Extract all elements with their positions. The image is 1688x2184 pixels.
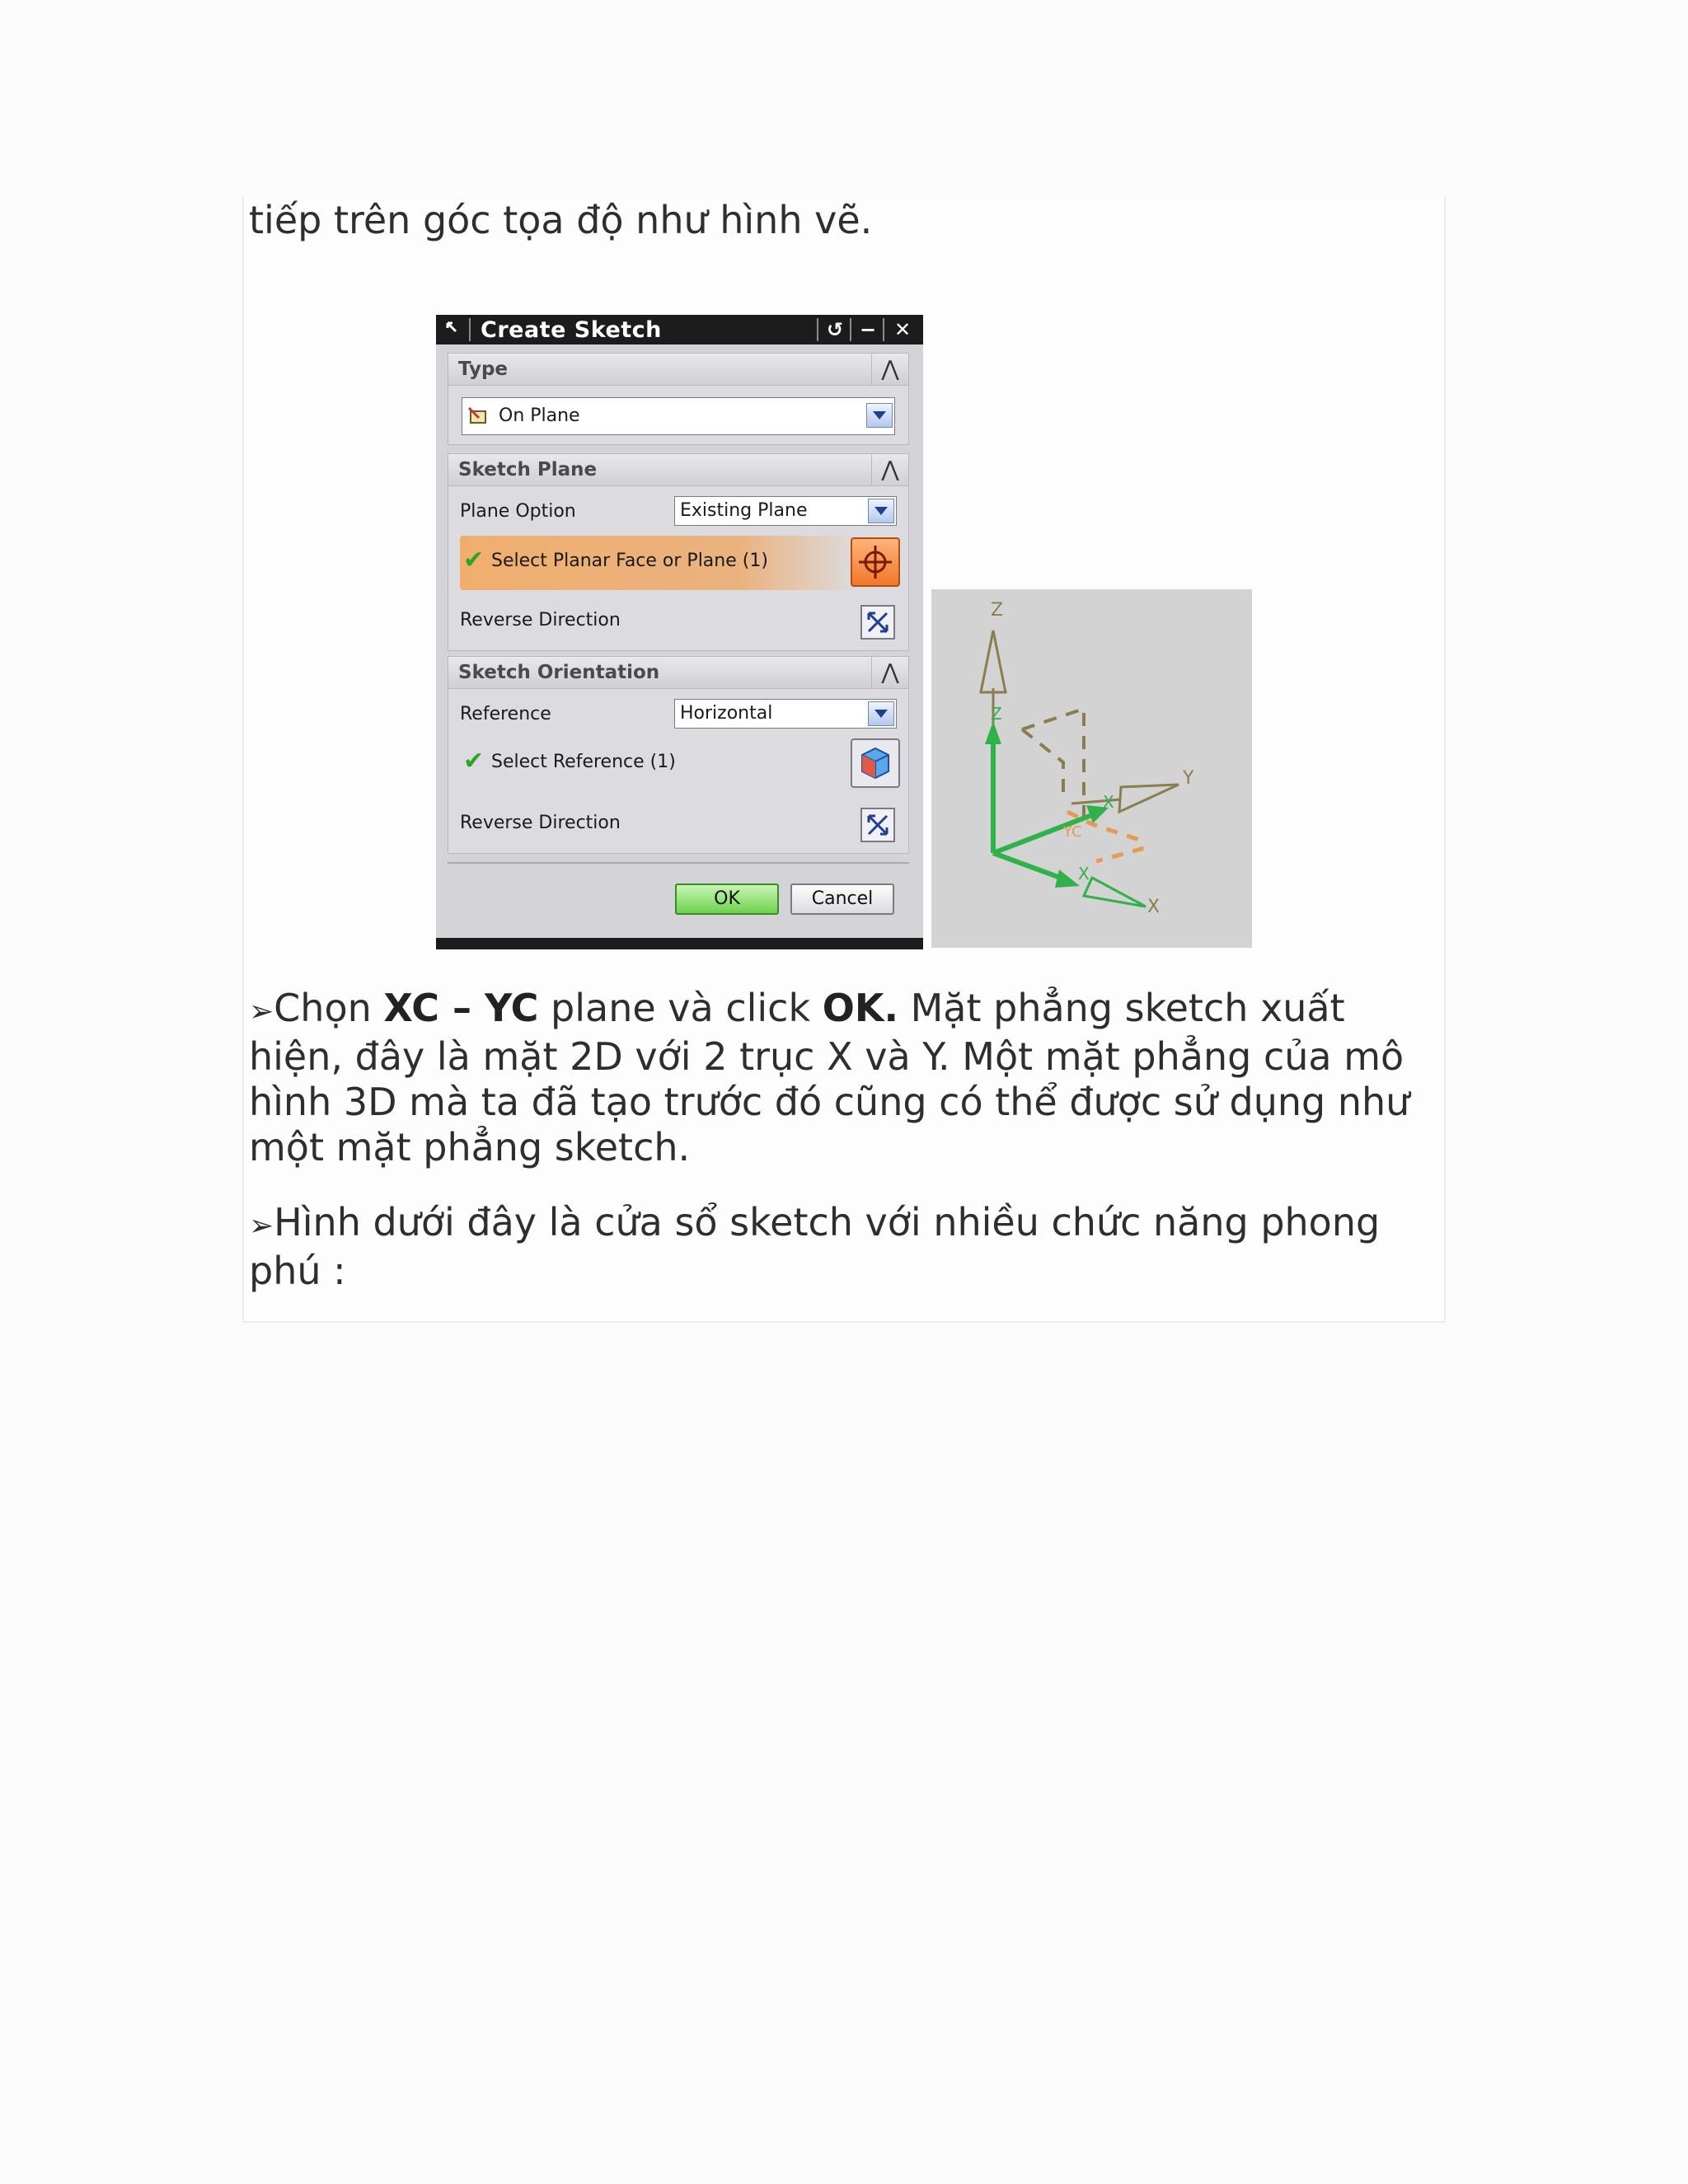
x-label: X [1147,897,1160,917]
sketch-plane-section-header[interactable] [448,453,909,486]
sketch-orientation-section-header[interactable] [448,656,909,689]
para1-prefix: Chọn [274,986,384,1030]
paragraph-1-line-2: hiện, đây là mặt 2D với 2 trục X và Y. Một mặt phẳng của mô [249,1034,1404,1079]
reverse-arrows-icon [862,607,893,638]
check-icon: ✔ [463,747,485,776]
yc-label: YC [1063,823,1082,841]
paragraph-1 [249,986,1409,1170]
reverse-direction-icon[interactable] [860,605,895,640]
dialog-app-icon [444,320,464,340]
chevron-up-icon[interactable]: ⋀ [871,454,908,485]
dialog-titlebar [436,315,923,344]
paragraph-2-line-2: phú : [249,1249,346,1293]
chevron-down-icon[interactable] [868,701,894,726]
chevron-down-icon[interactable] [866,403,893,428]
titlebar-separator [883,318,884,341]
dialog-bottom-bar [436,938,923,949]
xc-label: X [1103,792,1114,812]
axes-graphic [931,589,1252,948]
create-sketch-dialog [436,315,923,949]
reset-icon[interactable]: ↺ [826,318,844,341]
datum-y-arrowhead [1119,785,1179,812]
para1-rest: Mặt phẳng sketch xuất [898,986,1345,1030]
on-plane-icon [467,405,490,428]
para1-bold-xc-yc: XC – YC [383,986,539,1030]
type-header-label: Type [458,359,509,380]
reverse-direction-label: Reverse Direction [460,610,621,630]
paragraph-1-line-4: một mặt phẳng sketch. [249,1125,691,1169]
paragraph-2-line-1 [249,1200,1380,1249]
titlebar-separator [850,318,851,341]
sketch-plane-header-label: Sketch Plane [458,459,598,480]
z-label: Z [991,600,1004,621]
intro-text: tiếp trên góc tọa độ như hình vẽ. [249,198,873,242]
y-label: Y [1183,768,1194,789]
wcs-y-axis [993,812,1100,853]
paragraph-1-line-1 [249,986,1409,1034]
para1-mid: plane và click [538,986,823,1030]
plane-option-value: Existing Plane [680,500,808,521]
titlebar-separator [817,318,818,341]
coordinate-axes-view [931,589,1252,948]
close-icon[interactable]: ✕ [893,318,912,341]
type-select[interactable] [462,397,895,435]
titlebar-separator [469,318,471,341]
datum-z-arrowhead [981,630,1006,692]
ok-button[interactable]: OK [675,883,779,915]
datum-x-arrowhead [1084,878,1146,907]
para2-line1: Hình dưới đây là cửa sổ sketch với nhiều chức năng phong [274,1200,1381,1244]
zc-label: Z [991,704,1002,724]
select-reference-label: Select Reference (1) [491,752,676,772]
select-reference-button[interactable] [851,738,900,788]
sketch-orientation-section-body [448,689,909,854]
wcs-x-arrowhead [1055,869,1080,888]
plane-option-label: Plane Option [460,501,576,522]
reverse-arrows-icon [862,809,893,841]
check-icon: ✔ [463,546,485,574]
cube-icon [852,740,898,786]
paragraph-2 [249,1200,1380,1294]
crosshair-select-icon[interactable] [851,537,900,587]
button-divider [448,862,909,864]
chevron-up-icon[interactable]: ⋀ [871,354,908,385]
type-value: On Plane [499,405,580,426]
sketch-plane-section-body [448,486,909,651]
reference-select[interactable] [674,699,897,729]
para1-bold-ok: OK. [822,986,898,1030]
bullet-arrow-icon: ➢ [249,995,274,1029]
wcs-z-arrowhead [985,721,1001,744]
cancel-button[interactable]: Cancel [790,883,894,915]
type-section-header[interactable] [448,353,909,386]
reverse-direction-label-2: Reverse Direction [460,813,621,833]
bullet-arrow-icon: ➢ [249,1209,274,1243]
select-planar-face-label: Select Planar Face or Plane (1) [491,551,768,571]
dialog-title: Create Sketch [481,317,662,343]
reverse-direction-icon[interactable] [860,808,895,842]
xc2-label: X [1078,864,1090,883]
reference-label: Reference [460,704,551,724]
crosshair-icon [852,539,898,585]
chevron-down-icon[interactable] [868,499,894,523]
sketch-orientation-header-label: Sketch Orientation [458,662,660,683]
reference-value: Horizontal [680,703,773,724]
plane-option-select[interactable] [674,496,897,526]
dashed-datum-plane [1022,709,1084,828]
minimize-icon[interactable]: − [859,318,877,341]
select-planar-face-row[interactable] [460,536,859,590]
type-section-body [448,386,909,445]
chevron-up-icon[interactable]: ⋀ [871,657,908,688]
paragraph-1-line-3: hình 3D mà ta đã tạo trước đó cũng có thể được sử dụng như [249,1080,1410,1124]
